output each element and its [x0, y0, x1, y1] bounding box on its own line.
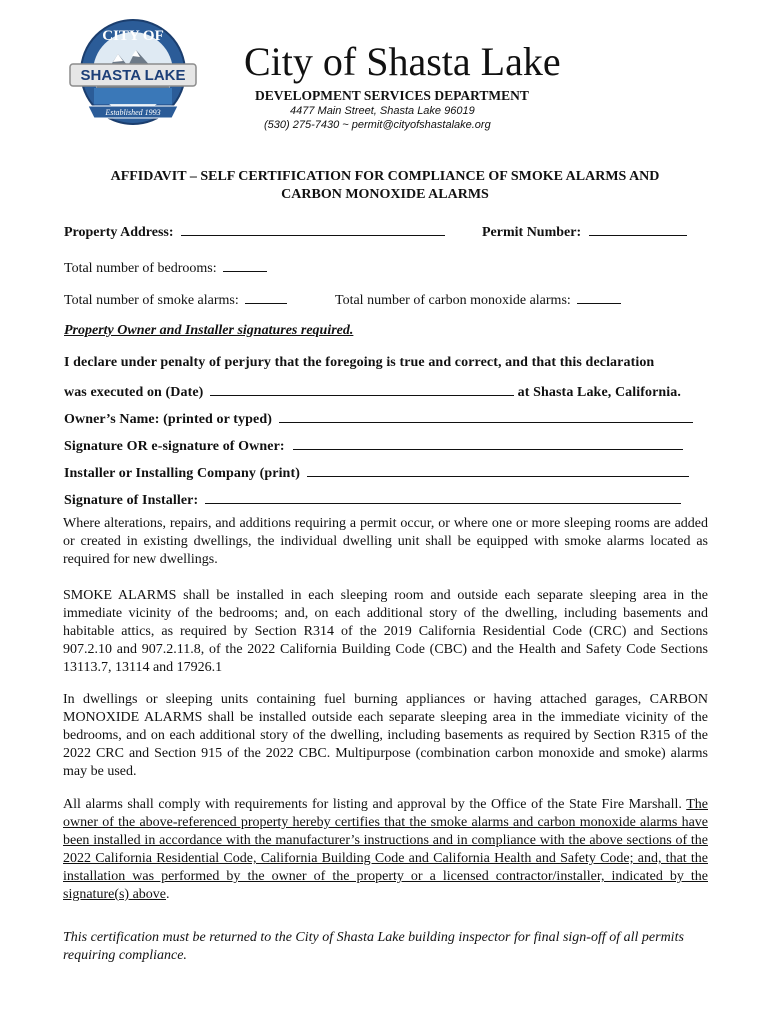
co-alarms-label: Total number of carbon monoxide alarms:	[335, 293, 571, 308]
signatures-required-note: Property Owner and Installer signatures required.	[64, 323, 354, 338]
certification-intro: All alarms shall comply with requirements for listing and approval by the Office of the State Fire Marshall.	[63, 797, 682, 812]
permit-number-row	[482, 222, 687, 241]
owner-signature-field[interactable]	[293, 436, 683, 450]
department-name: DEVELOPMENT SERVICES DEPARTMENT	[255, 88, 529, 103]
owner-signature-row	[64, 436, 683, 455]
date-location-text: at Shasta Lake, California.	[517, 385, 681, 400]
certification-period: .	[166, 887, 170, 902]
installer-label: Installer or Installing Company (print)	[64, 466, 300, 481]
property-address-row	[64, 222, 445, 241]
declaration-date-row	[64, 382, 681, 401]
installer-signature-field[interactable]	[205, 490, 681, 504]
installer-field[interactable]	[307, 463, 689, 477]
svg-text:CITY OF: CITY OF	[102, 28, 164, 44]
document-title-line-2: CARBON MONOXIDE ALARMS	[281, 187, 489, 202]
smoke-alarms-row	[64, 290, 287, 309]
declaration-line-1: I declare under penalty of perjury that the foregoing is true and correct, and that this declaration	[64, 355, 655, 370]
svg-text:SHASTA LAKE: SHASTA LAKE	[80, 67, 186, 84]
certification-statement: The owner of the above-referenced property hereby certifies that the smoke alarms and carbon monoxide alarms have been installed in accordance with the manufacturer’s instructions and in compliance with the above sections of the 2022 California Residential Code, California Building Code and California Health and Safety Code; and, that the installation was performed by the owner of the property or a licensed contractor/installer, indicated by the signature(s) above	[63, 797, 708, 902]
date-field[interactable]	[210, 382, 514, 396]
bedrooms-field[interactable]	[223, 258, 267, 272]
owner-name-label: Owner’s Name: (printed or typed)	[64, 412, 272, 427]
installer-signature-row	[64, 490, 681, 509]
footer-note: This certification must be returned to the City of Shasta Lake building inspector for final sign-off of all permits requiring compliance.	[63, 930, 684, 963]
installer-signature-label: Signature of Installer:	[64, 493, 199, 508]
owner-name-row	[64, 409, 693, 428]
property-address-field[interactable]	[181, 222, 445, 236]
date-label: was executed on (Date)	[64, 385, 204, 400]
document-title-line-1: AFFIDAVIT – SELF CERTIFICATION FOR COMPLIANCE OF SMOKE ALARMS AND	[110, 169, 660, 184]
paragraph-certification	[63, 796, 708, 904]
bedrooms-label: Total number of bedrooms:	[64, 261, 217, 276]
paragraph-alterations: Where alterations, repairs, and additions requiring a permit occur, or where one or more sleeping rooms are added or created in existing dwellings, the individual dwelling unit shall be equipped with smoke alarms located as required for new dwellings.	[63, 516, 708, 567]
installer-row	[64, 463, 689, 482]
bedrooms-row	[64, 258, 267, 277]
smoke-alarms-label: Total number of smoke alarms:	[64, 293, 239, 308]
property-address-label: Property Address:	[64, 225, 174, 240]
permit-number-label: Permit Number:	[482, 225, 582, 240]
department-address: 4477 Main Street, Shasta Lake 96019	[290, 105, 475, 117]
document-title	[60, 168, 710, 204]
paragraph-co-alarms: In dwellings or sleeping units containing fuel burning appliances or having attached garages, CARBON MONOXIDE ALARMS shall be installed outside each separate sleeping area in the immediate vicinity of the bedrooms, and on each additional story of the dwelling, including basements as required by Section R315 of the 2022 CRC and Section 915 of the 2022 CBC. Multipurpose (combination carbon monoxide and smoke) alarms may be used.	[63, 692, 708, 779]
svg-text:Established 1993: Established 1993	[105, 108, 161, 117]
permit-number-field[interactable]	[589, 222, 687, 236]
page-title: City of Shasta Lake	[244, 39, 561, 84]
department-contact: (530) 275-7430 ~ permit@cityofshastalake.org	[264, 119, 491, 131]
smoke-alarms-field[interactable]	[245, 290, 287, 304]
co-alarms-field[interactable]	[577, 290, 621, 304]
owner-name-field[interactable]	[279, 409, 693, 423]
owner-signature-label: Signature OR e-signature of Owner:	[64, 439, 285, 454]
co-alarms-row	[335, 290, 621, 309]
paragraph-smoke-alarms: SMOKE ALARMS shall be installed in each sleeping room and outside each separate sleeping area in the immediate vicinity of the bedrooms; and, on each additional story of the dwelling, including basements and habitable attics, as required by Section R314 of the 2019 California Residential Code (CRC) and Sections 907.2.10 and 907.2.11.8, of the 2022 California Building Code (CBC) and the Health and Safety Code Sections 13113.7, 13114 and 17926.1	[63, 588, 708, 675]
city-seal-logo	[68, 14, 198, 134]
